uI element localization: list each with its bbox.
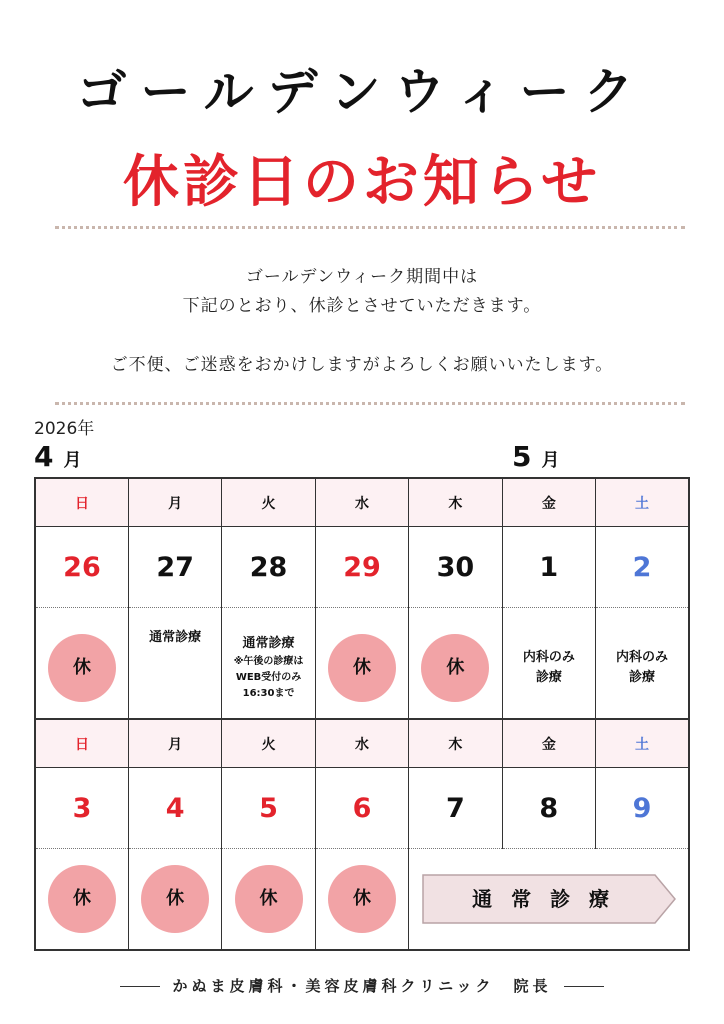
weekday-sun: 日 [35,478,128,527]
month-number: 4 [34,440,54,473]
date-cell: 4 [128,768,221,849]
status-cell [128,849,221,951]
footer-line-left [120,986,160,987]
weekday-header-row [35,719,689,768]
internal-medicine-only: 内科のみ [522,649,575,665]
weekday-thu: 木 [409,478,502,527]
status-row [35,849,689,951]
weekday-header-row [35,478,689,527]
footer-line-right [564,986,604,987]
date-cell: 8 [502,768,595,849]
weekday-wed: 水 [315,719,408,768]
weekday-mon: 月 [128,478,221,527]
internal-medicine-only: 内科のみ [616,649,669,665]
weekday-sun: 日 [35,719,128,768]
message-line-3: ご不便、ご迷惑をおかけしますがよろしくお願いいたします。 [110,355,614,375]
closed-badge: 休 [235,865,303,933]
month-label: 月 [541,450,560,471]
closed-badge: 休 [48,634,116,702]
date-cell: 26 [35,527,128,608]
calendar-week-2 [34,718,690,951]
month-april [34,440,81,473]
status-cell [596,608,689,730]
normal-hours-label: 通常診療 [149,630,202,645]
month-label: 月 [63,450,82,471]
note-until-time: 16:30まで [242,688,295,700]
weekday-wed: 水 [315,478,408,527]
year-label: 2026年 [34,419,95,439]
status-cell [315,608,408,730]
month-may [512,440,559,473]
normal-hours-span-cell [409,849,689,951]
clinic-name: かぬま皮膚科・美容皮膚科クリニック 院長 [172,977,552,995]
closed-badge: 休 [421,634,489,702]
message-line-1: ゴールデンウィーク期間中は [245,267,479,287]
weekday-thu: 木 [409,719,502,768]
date-cell: 5 [222,768,315,849]
date-cell: 27 [128,527,221,608]
status-row [35,608,689,730]
status-cell [502,608,595,730]
status-cell [315,849,408,951]
closed-badge: 休 [328,634,396,702]
date-cell: 6 [315,768,408,849]
status-cell [409,608,502,730]
status-cell [128,608,221,730]
status-cell [222,608,315,730]
weekday-sat: 土 [596,719,689,768]
date-cell: 7 [409,768,502,849]
weekday-fri: 金 [502,719,595,768]
date-row [35,768,689,849]
calendar-week-1 [34,477,690,730]
date-cell: 28 [222,527,315,608]
weekday-sat: 土 [596,478,689,527]
footer-signature [0,975,724,996]
date-cell: 29 [315,527,408,608]
weekday-mon: 月 [128,719,221,768]
dotted-divider-bottom [55,402,685,405]
date-cell: 3 [35,768,128,849]
closed-badge: 休 [328,865,396,933]
normal-hours-text: 通 常 診 療 [472,887,616,911]
consultation-label: 診療 [629,670,656,685]
closed-badge: 休 [141,865,209,933]
consultation-label: 診療 [535,670,562,685]
date-cell: 30 [409,527,502,608]
note-afternoon: ※午後の診療は [233,656,304,668]
weekday-fri: 金 [502,478,595,527]
date-cell: 1 [502,527,595,608]
title-closure-notice: 休診日のお知らせ [122,150,602,215]
status-cell [222,849,315,951]
month-number: 5 [512,440,532,473]
status-cell [35,608,128,730]
normal-hours-arrow [419,871,679,927]
normal-hours-label: 通常診療 [242,635,295,651]
weekday-tue: 火 [222,719,315,768]
dotted-divider-top [55,226,685,229]
closed-badge: 休 [48,865,116,933]
date-row [35,527,689,608]
note-web-only: WEB受付のみ [235,672,302,684]
title-golden-week: ゴールデンウィーク [76,63,648,121]
date-cell: 2 [596,527,689,608]
status-cell [35,849,128,951]
date-cell: 9 [596,768,689,849]
message-line-2: 下記のとおり、休診とさせていただきます。 [182,296,542,316]
weekday-tue: 火 [222,478,315,527]
